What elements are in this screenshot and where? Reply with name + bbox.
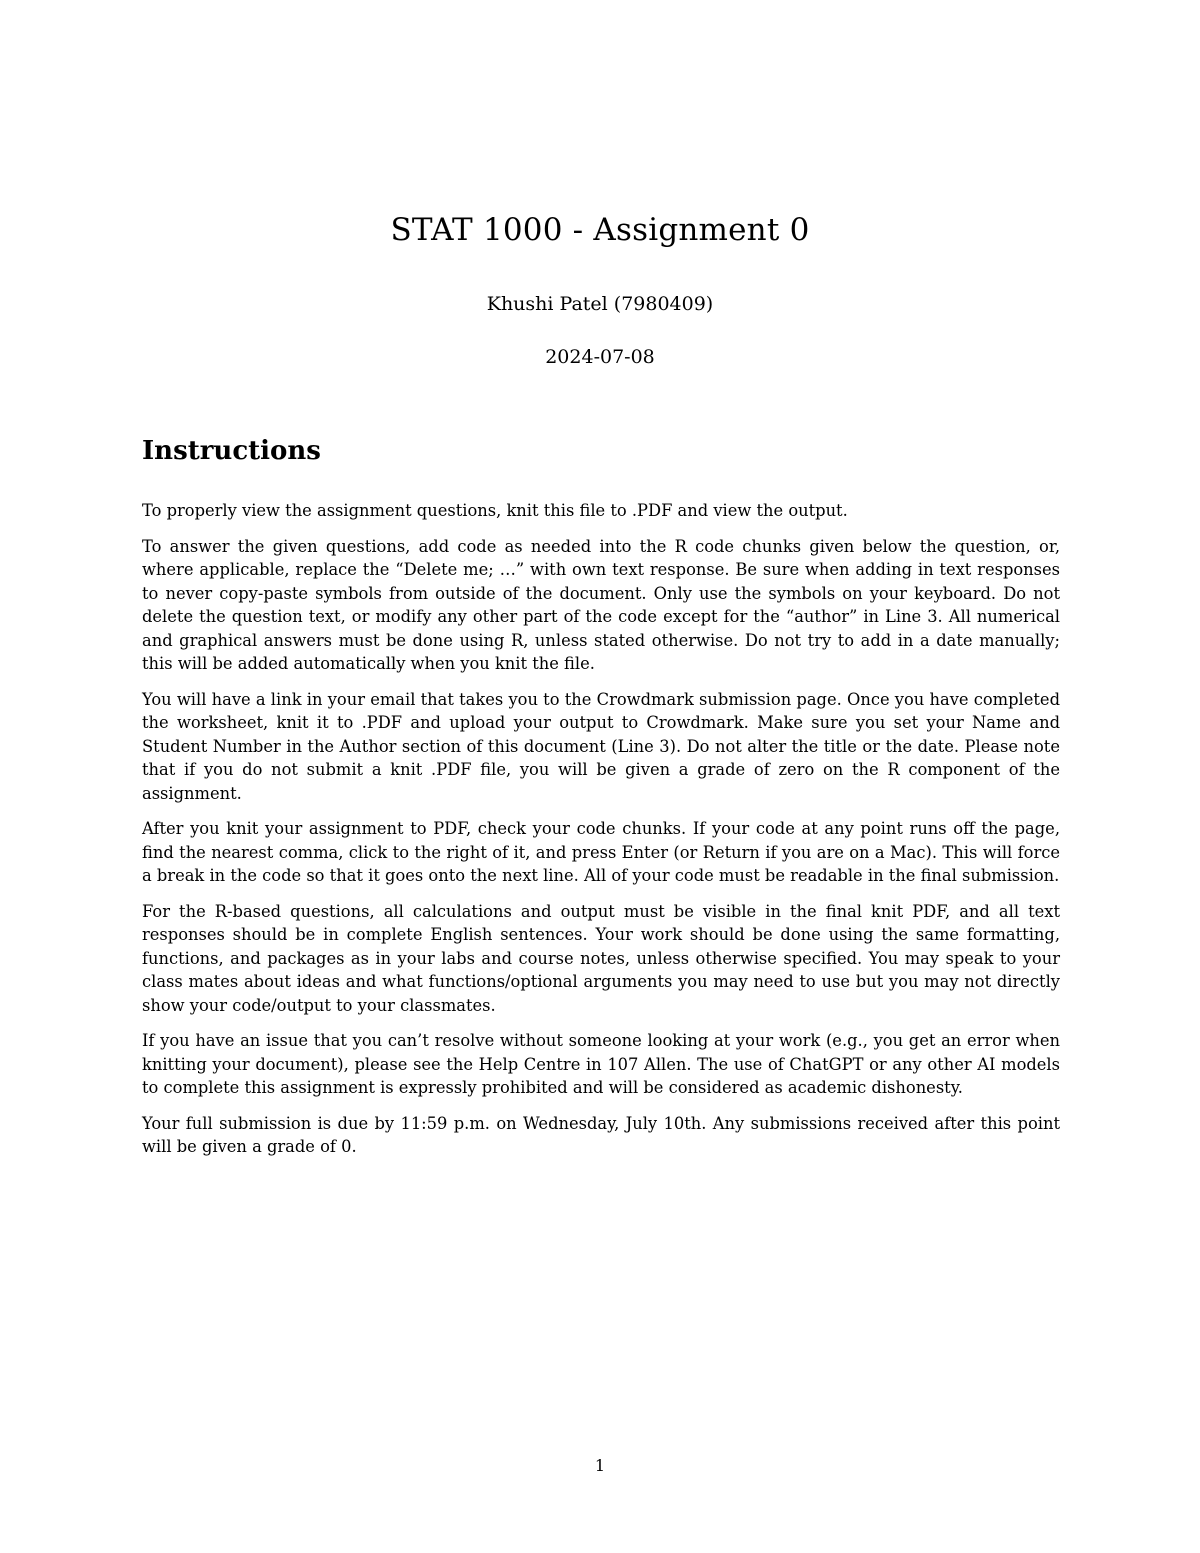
page-number: 1 xyxy=(594,1456,606,1475)
paragraph: To answer the given questions, add code as needed into the R code chunks given below the question, or, where applicable, replace the “Delete me; …” with own text response. Be sure when adding in text responses to never copy-paste symbols from outside of the document. Only use the symbols on your keyboard. Do not delete the question text, or modify any other part of the code except for the “author” in Line 3. All numerical and graphical answers must be done using R, unless stated otherwise. Do not try to add in a date manually; this will be added automatically when you knit the file. xyxy=(142,536,1060,673)
paragraph: After you knit your assignment to PDF, check your code chunks. If your code at any point runs off the page, find the nearest comma, click to the right of it, and press Enter (or Return if you are on a Mac). This will force a break in the code so that it goes onto the next line. All of your code must be readable in the final submission. xyxy=(142,819,1060,885)
paragraph: If you have an issue that you can’t resolve without someone looking at your work (e.g., you get an error when knitting your document), please see the Help Centre in 107 Allen. The use of ChatGPT or any other AI models to complete this assignment is expressly prohibited and will be considered as academic dishonesty. xyxy=(142,1031,1060,1097)
paragraph: For the R-based questions, all calculations and output must be visible in the final knit PDF, and all text responses should be in complete English sentences. Your work should be done using the same formatting, functions, and packages as in your labs and course notes, unless otherwise specified. You may speak to your class mates about ideas and what functions/optional arguments you may need to use but you may not directly show your code/output to your classmates. xyxy=(142,901,1060,1015)
section-heading-instructions: Instructions xyxy=(142,436,321,466)
paragraph: To properly view the assignment questions, knit this file to .PDF and view the output. xyxy=(142,501,848,520)
document-title: STAT 1000 - Assignment 0 xyxy=(390,212,810,248)
document-author: Khushi Patel (7980409) xyxy=(486,293,714,315)
document-date: 2024-07-08 xyxy=(545,346,655,368)
paragraph: You will have a link in your email that takes you to the Crowdmark submission page. Once you have completed the worksheet, knit it to .PDF and upload your output to Crowdmark. Make sure you set your Name and Student Number in the Author section of this document (Line 3). Do not alter the title or the date. Please note that if you do not submit a knit .PDF file, you will be given a grade of zero on the R component of the assignment. xyxy=(142,689,1060,803)
instructions-body xyxy=(142,499,1060,1171)
paragraph: Your full submission is due by 11:59 p.m. on Wednesday, July 10th. Any submissions received after this point will be given a grade of 0. xyxy=(142,1113,1060,1156)
